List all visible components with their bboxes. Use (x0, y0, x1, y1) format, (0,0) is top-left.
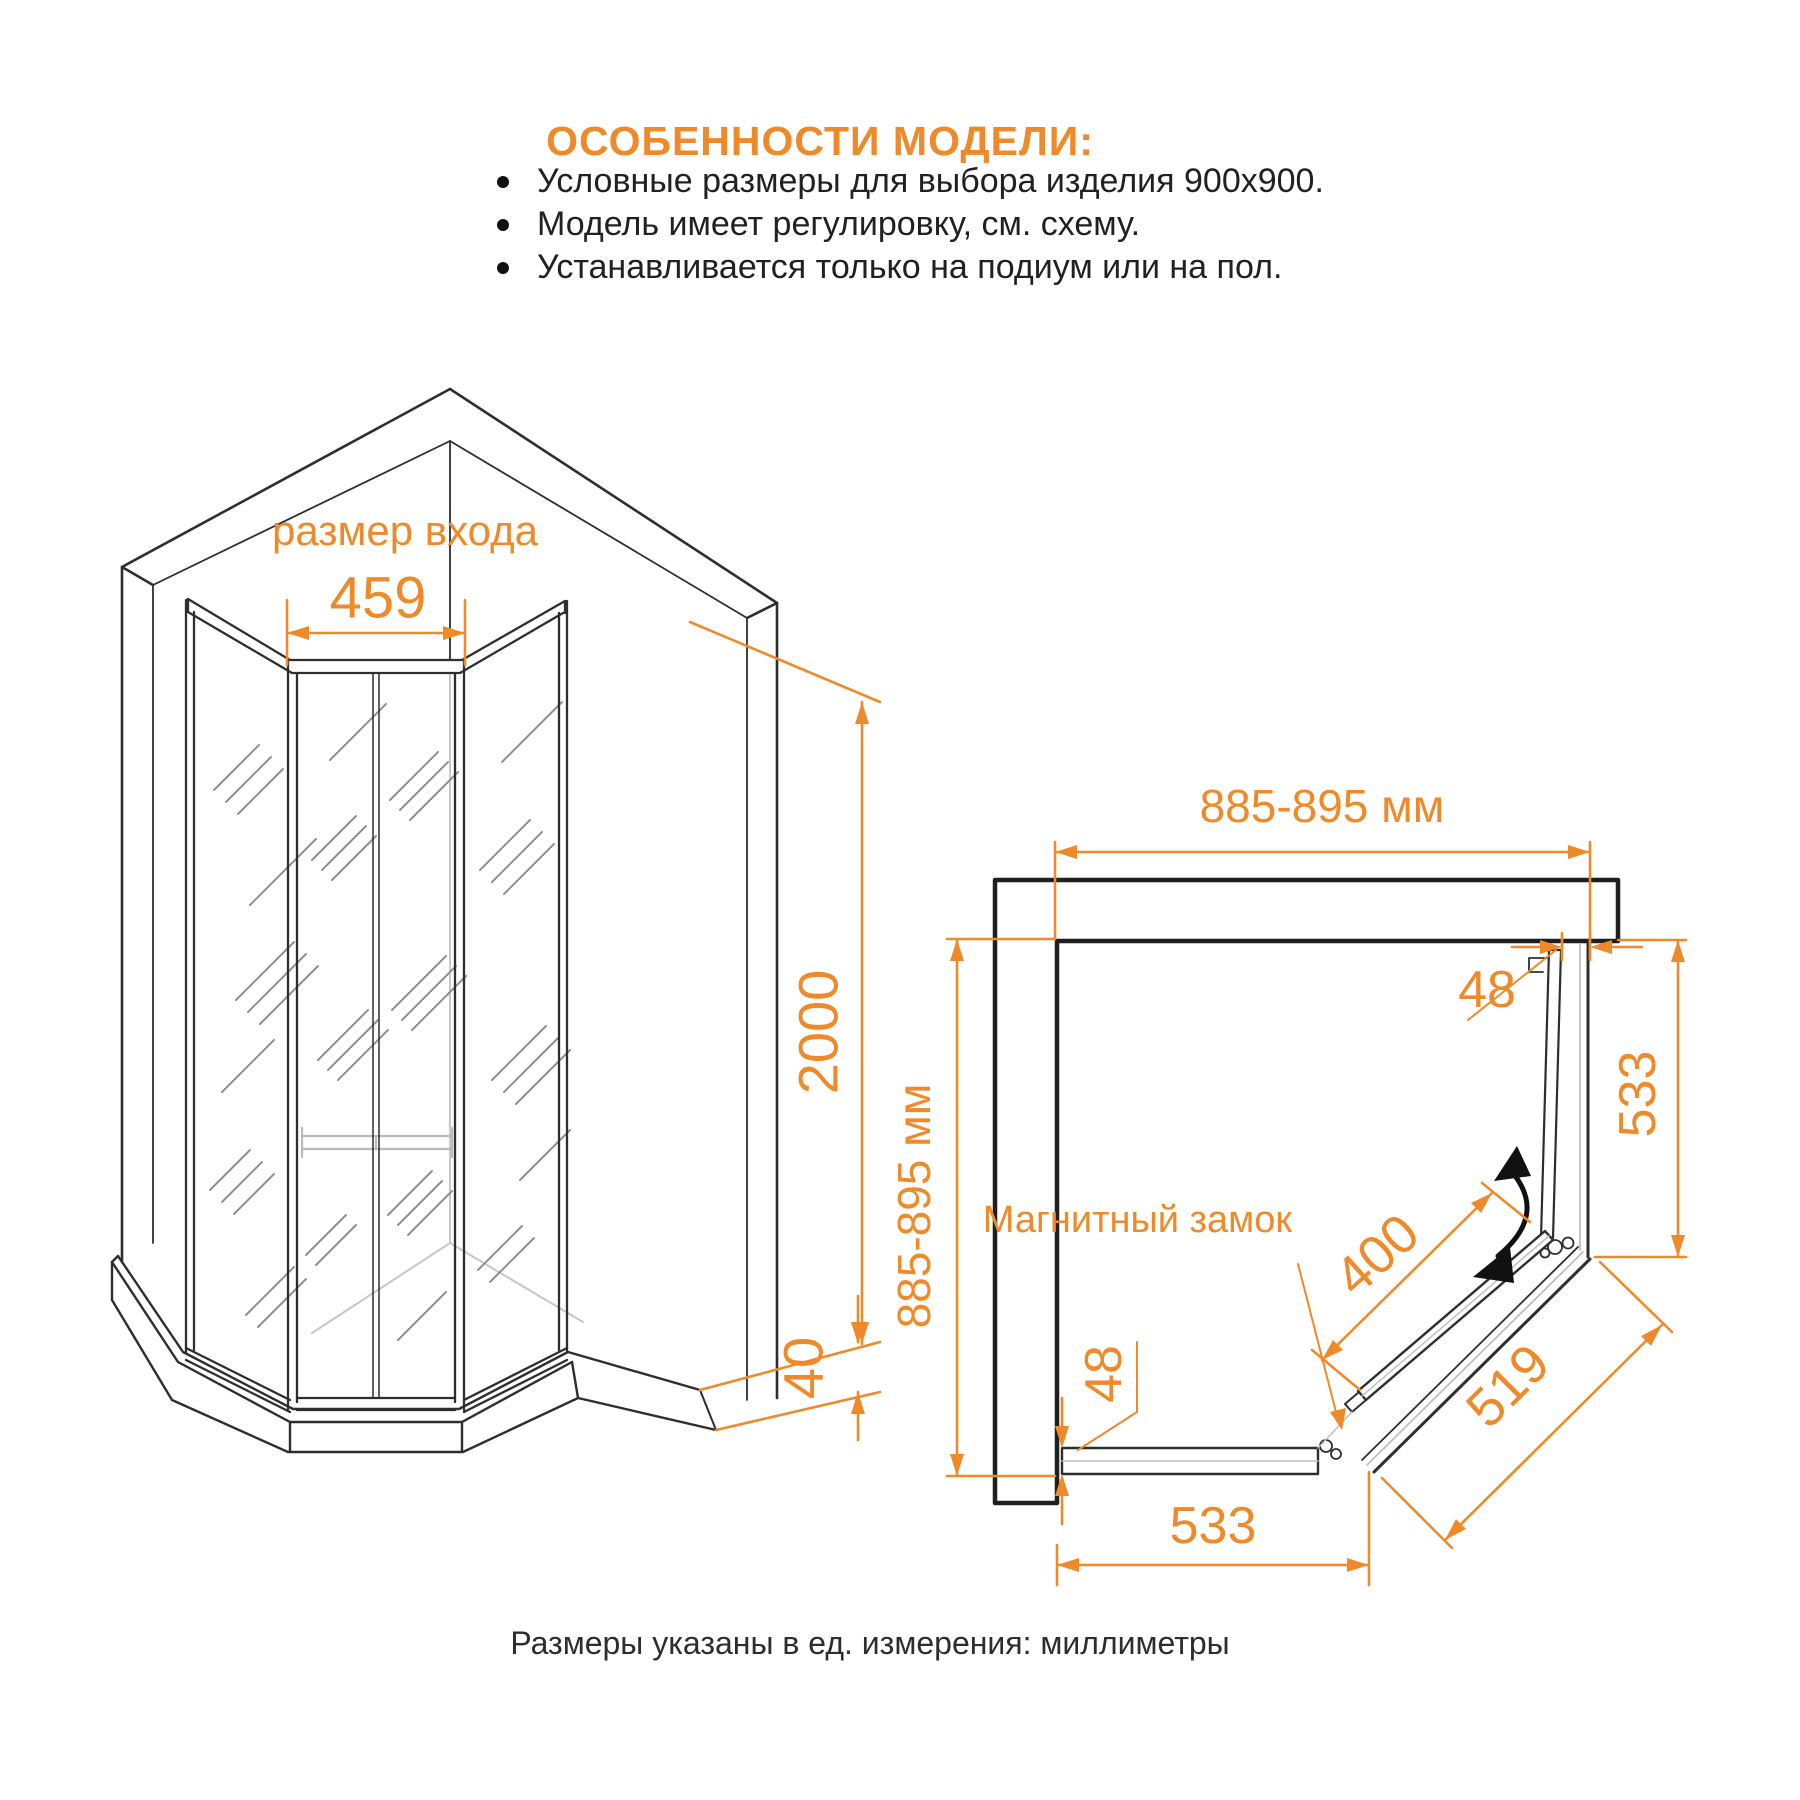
page-title: ОСОБЕННОСТИ МОДЕЛИ: (546, 118, 1094, 164)
diagonal-value: 519 (1454, 1332, 1562, 1440)
towel-bar (302, 1128, 452, 1157)
feature-text: Условные размеры для выбора изделия 900х900. (537, 162, 1324, 200)
feature-list (497, 162, 1324, 291)
entry-width-value: 459 (329, 565, 427, 631)
entry-size-label: размер входа (272, 507, 538, 554)
units-note: Размеры указаны в ед. измерения: миллиметры (510, 1625, 1230, 1661)
tray-height-value: 40 (771, 1336, 835, 1400)
profile-bottom-value: 48 (1075, 1345, 1133, 1403)
side-right-value: 533 (1609, 1050, 1667, 1138)
feature-text: Модель имеет регулировку, см. схему. (537, 205, 1141, 243)
profile-top-value: 48 (1458, 961, 1516, 1019)
glass-hatch (210, 702, 570, 1340)
list-item (497, 248, 1324, 291)
bullet-icon (497, 219, 509, 231)
list-item (497, 162, 1324, 205)
magnetic-lock-label: Магнитный замок (982, 1199, 1292, 1241)
bullet-icon (497, 176, 509, 188)
side-bottom-value: 533 (1169, 1497, 1257, 1555)
door-width-value: 400 (1323, 1202, 1431, 1308)
list-item (497, 205, 1324, 248)
shower-tray (112, 1256, 716, 1452)
interior-corner-lines (312, 675, 583, 1333)
plan-depth-value: 885-895 мм (888, 1083, 940, 1329)
plan-bottom-panel (1062, 1412, 1352, 1474)
feature-text: Устанавливается только на подиум или на пол. (537, 248, 1283, 286)
height-value: 2000 (786, 969, 850, 1095)
bullet-icon (497, 262, 509, 274)
plan-right-glass (1529, 941, 1588, 1258)
plan-width-value: 885-895 мм (1199, 780, 1445, 832)
